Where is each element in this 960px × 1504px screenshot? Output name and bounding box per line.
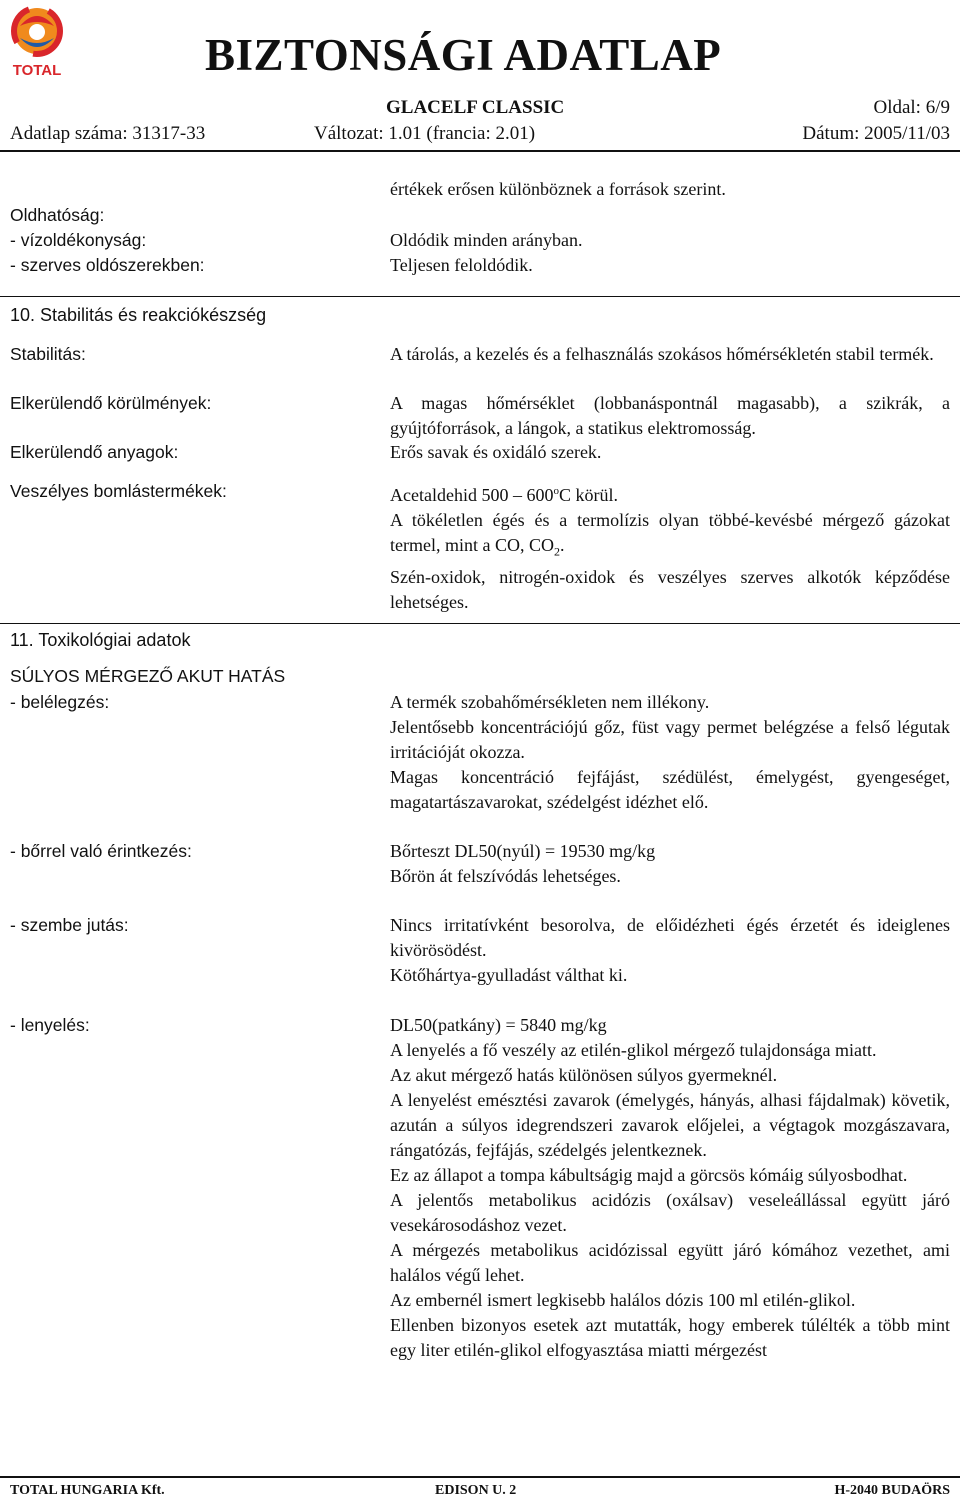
- version: Változat: 1.01 (francia: 2.01): [314, 123, 536, 144]
- stability-label: Stabilitás:: [10, 344, 86, 364]
- decomposition-value: [390, 479, 950, 615]
- ingestion-line: Az embernél ismert legkisebb halálos dózis 100 ml etilén-glikol.: [390, 1290, 856, 1310]
- decomposition-line-3: Szén-oxidok, nitrogén-oxidok és veszélyes szerves alkotók képződése lehetséges.: [390, 566, 950, 612]
- continued-text: értékek erősen különböznek a források szerint.: [390, 179, 726, 199]
- inhalation-line: Magas koncentráció fejfájást, szédülést, émelygést, gyengeséget, magatartászavarokat, szédelgést idézhet elő.: [390, 767, 950, 812]
- ingestion-line: Ez az állapot a tompa kábultságig majd a görcsös kómáig súlyosbodhat.: [390, 1165, 908, 1185]
- total-logo-icon: [6, 4, 68, 78]
- inhalation-line: Jelentősebb koncentrációjú gőz, füst vagy permet belégzése a felső légutak irritációját okozza.: [390, 717, 950, 762]
- skin-contact-label: - bőrrel való érintkezés:: [10, 841, 192, 861]
- materials-label: Elkerülendő anyagok:: [10, 442, 179, 462]
- ingestion-line: Ellenben bizonyos esetek azt mutatták, hogy emberek túlélték a több mint egy liter etilén-glikol elfogyasztása miatti mérgezést: [390, 1315, 950, 1360]
- header-row-2: [10, 122, 950, 146]
- water-solubility-label: - vízoldékonyság:: [10, 230, 147, 250]
- inhalation-value: [390, 690, 950, 815]
- page-number: Oldal: 6/9: [873, 97, 950, 118]
- product-name: GLACELF CLASSIC: [386, 97, 565, 118]
- ingestion-line: A lenyelés a fő veszély az etilén-glikol mérgező tulajdonsága miatt.: [390, 1040, 877, 1060]
- skin-contact-value: [390, 839, 950, 889]
- header-divider: [0, 150, 960, 152]
- acute-toxicity-subtitle: SÚLYOS MÉRGEZŐ AKUT HATÁS: [10, 666, 286, 686]
- footer-city: H-2040 BUDAÖRS: [834, 1483, 950, 1498]
- stability-value: A tárolás, a kezelés és a felhasználás szokásos hőmérsékletén stabil termék.: [390, 344, 934, 364]
- section11-title: 11. Toxikológiai adatok: [10, 630, 191, 650]
- ingestion-line: A jelentős metabolikus acidózis (oxálsav) veseleállással együtt járó vesekárosodáshoz vezet.: [390, 1190, 950, 1235]
- footer-street: EDISON U. 2: [435, 1483, 517, 1498]
- skin-contact-line: Bőrön át felszívódás lehetséges.: [390, 866, 621, 886]
- eye-contact-line: Kötőhártya-gyulladást válthat ki.: [390, 965, 628, 985]
- ingestion-line: Az akut mérgező hatás különösen súlyos gyermeknél.: [390, 1065, 778, 1085]
- svg-text:TOTAL: TOTAL: [12, 62, 62, 78]
- ingestion-line: DL50(patkány) = 5840 mg/kg: [390, 1015, 607, 1035]
- conditions-value: A magas hőmérséklet (lobbanáspontnál magasabb), a szikrák, a gyújtóforrások, a lángok, a statikus elektromosság.: [390, 393, 950, 438]
- conditions-label: Elkerülendő körülmények:: [10, 393, 212, 413]
- header-row-1: [10, 96, 950, 120]
- ingestion-line: A mérgezés metabolikus acidózissal együtt járó kómához vezethet, ami halálos végű lehet.: [390, 1240, 950, 1285]
- footer-divider: [0, 1476, 960, 1478]
- skin-contact-line: Bőrteszt DL50(nyúl) = 19530 mg/kg: [390, 841, 656, 861]
- solubility-title: Oldhatóság:: [10, 205, 105, 225]
- ingestion-value: [390, 1013, 950, 1363]
- section10-divider: [0, 296, 960, 297]
- eye-contact-label: - szembe jutás:: [10, 915, 129, 935]
- solvent-solubility-value: Teljesen feloldódik.: [390, 255, 533, 275]
- section11-divider: [0, 623, 960, 624]
- inhalation-line: A termék szobahőmérsékleten nem illékony.: [390, 692, 710, 712]
- sheet-number: Adatlap száma: 31317-33: [10, 123, 206, 144]
- ingestion-line: A lenyelést emésztési zavarok (émelygés, hányás, alhasi fájdalmak) követik, azután a súlyos idegrendszeri zavarok előjelei, a végtagok mozgászavara, rángatózás, fejfájás, szédelgés jelentkeznek.: [390, 1090, 950, 1160]
- total-logo: [6, 4, 68, 78]
- date: Dátum: 2005/11/03: [802, 123, 950, 144]
- eye-contact-line: Nincs irritatívként besorolva, de előidézheti égés érzetét és ideiglenes kivörösödést.: [390, 915, 950, 960]
- section10-title: 10. Stabilitás és reakciókészség: [10, 305, 267, 325]
- decomposition-label: Veszélyes bomlástermékek:: [10, 481, 227, 501]
- eye-contact-value: [390, 913, 950, 988]
- ingestion-label: - lenyelés:: [10, 1015, 90, 1035]
- footer-company: TOTAL HUNGARIA Kft.: [10, 1483, 165, 1498]
- solvent-solubility-label: - szerves oldószerekben:: [10, 255, 205, 275]
- materials-value: Erős savak és oxidáló szerek.: [390, 442, 602, 462]
- decomposition-line-1: Acetaldehid 500 – 600$^o$C körül.: [390, 485, 618, 505]
- document-title: BIZTONSÁGI ADATLAP: [205, 30, 722, 80]
- inhalation-label: - belélegzés:: [10, 692, 110, 712]
- water-solubility-value: Oldódik minden arányban.: [390, 230, 583, 250]
- decomposition-line-2: A tökéletlen égés és a termolízis olyan többé-kevésbé mérgező gázokat termel, mint a CO, $CO_2$.: [390, 510, 950, 559]
